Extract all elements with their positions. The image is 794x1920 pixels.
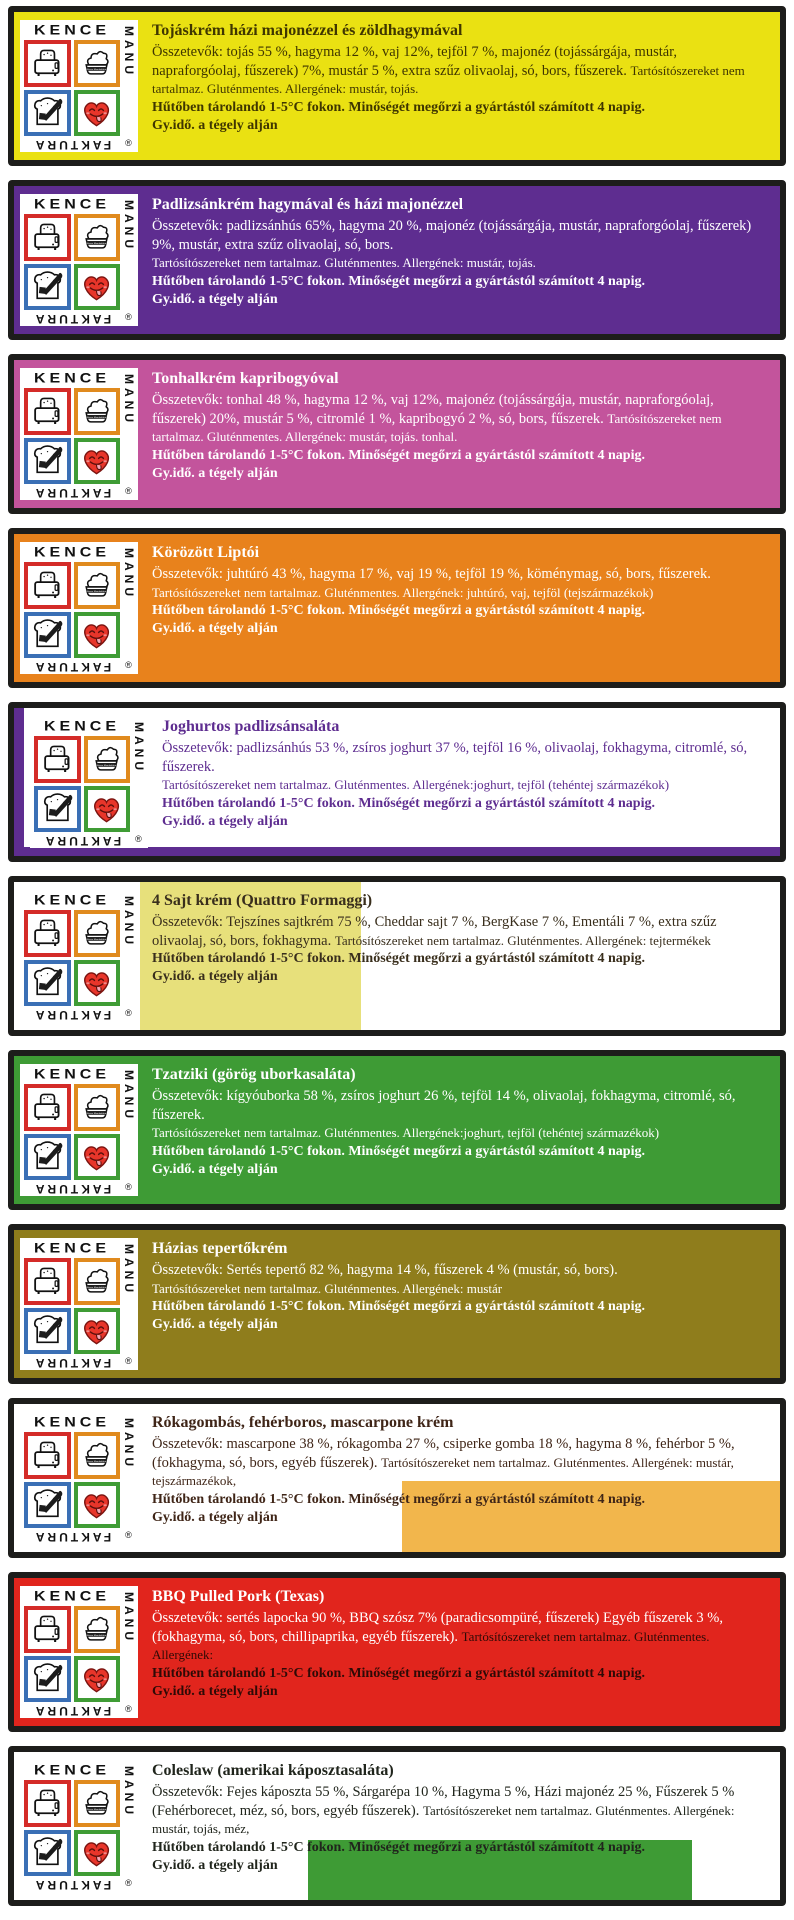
storage-instructions: Hűtőben tárolandó 1-5°C fokon. Minőségét megőrzi a gyártástól számított 4 napig. <box>152 1491 645 1507</box>
bread-and-knife-icon-graphic <box>31 1836 64 1869</box>
product-label-card <box>8 1398 786 1558</box>
ingredients-text: Összetevők: Tejszínes sajtkrém 75 %, Cheddar sajt 7 %, BergKase 7 %, Ementáli 7 %, extra szűz olivaolaj, só, bors, fokhagyma. <box>152 914 717 949</box>
kence-manufaktura-logo <box>30 716 148 848</box>
label-text-stack <box>144 190 774 312</box>
batch-date-note: Gy.idő. a tégely alján <box>152 1162 278 1178</box>
kence-manufaktura-logo <box>20 1760 138 1892</box>
label-content <box>144 1234 774 1374</box>
claims-text: Tartósítószereket nem tartalmaz. Gluténmentes. Allergének: mustár, tojás, méz, <box>152 1802 735 1837</box>
logo-text-manu: MANU <box>122 26 136 78</box>
claims-text: Tartósítószereket nem tartalmaz. Gluténmentes. Allergének:joghurt, tejföl (tehéntej származékok) <box>162 777 670 793</box>
bread-and-knife-icon-graphic <box>31 96 64 129</box>
logo-text-manu: MANU <box>122 548 136 600</box>
logo-text-manu: MANU <box>122 1244 136 1296</box>
bread-and-knife-icon-graphic <box>31 1314 64 1347</box>
batch-date-note: Gy.idő. a tégely alján <box>152 292 278 308</box>
toaster-icon-graphic <box>31 1091 64 1124</box>
storage-instructions: Hűtőben tárolandó 1-5°C fokon. Minőségét megőrzi a gyártástól számított 4 napig. <box>152 603 645 619</box>
cream-jar-icon <box>74 1258 121 1305</box>
logo-text-faktura: FAKTURA <box>32 312 112 326</box>
cream-jar-icon-graphic <box>80 1787 113 1820</box>
logo-text-faktura: FAKTURA <box>32 660 112 674</box>
product-label-card <box>8 6 786 166</box>
bread-and-knife-icon-graphic <box>31 1488 64 1521</box>
kence-manufaktura-logo <box>20 194 138 326</box>
cream-jar-icon <box>74 562 121 609</box>
bread-and-knife-icon <box>24 960 71 1007</box>
toaster-icon <box>24 214 71 261</box>
label-content <box>144 16 774 156</box>
product-label-card <box>8 528 786 688</box>
label-content <box>144 1756 774 1896</box>
happy-heart-icon <box>74 438 121 485</box>
happy-heart-icon <box>74 264 121 311</box>
ingredients-text: Összetevők: Fejes káposzta 55 %, Sárgarépa 10 %, Hagyma 5 %, Házi majonéz 25 %, Fűszerek 5 % (Fehérborecet, méz, só, bors, egyéb fűszerek). <box>152 1784 735 1819</box>
storage-instructions: Hűtőben tárolandó 1-5°C fokon. Minőségét megőrzi a gyártástól számított 4 napig. <box>152 1299 645 1315</box>
kence-manufaktura-logo <box>20 1064 138 1196</box>
cream-jar-icon-graphic <box>80 47 113 80</box>
batch-date-note: Gy.idő. a tégely alján <box>152 466 278 482</box>
bread-and-knife-icon-graphic <box>31 270 64 303</box>
ingredients-text: Összetevők: kígyóuborka 58 %, zsíros joghurt 26 %, tejföl 14 %, olivaolaj, fokhagyma, citromlé, só, fűszerek. <box>152 1088 736 1123</box>
ingredients-paragraph <box>152 1609 768 1665</box>
jar-band-text: Kence Manufaktúra <box>87 242 107 245</box>
registered-trademark-icon: ® <box>125 486 132 496</box>
product-title: Padlizsánkrém hagymával és házi majonézzel <box>152 196 464 213</box>
logo-icon-grid <box>23 39 121 137</box>
label-content <box>144 1060 774 1200</box>
logo-text-manu: MANU <box>122 200 136 252</box>
storage-instructions: Hűtőben tárolandó 1-5°C fokon. Minőségét megőrzi a gyártástól számított 4 napig. <box>152 447 645 463</box>
bread-and-knife-icon <box>24 1830 71 1877</box>
product-title: Házias tepertőkrém <box>152 1240 288 1257</box>
jar-band-text: Kence Manufaktúra <box>87 1808 107 1811</box>
jar-band-text: Kence Manufaktúra <box>87 938 107 941</box>
logo-icon-grid <box>23 387 121 485</box>
storage-instructions: Hűtőben tárolandó 1-5°C fokon. Minőségét megőrzi a gyártástól számított 4 napig. <box>162 795 655 811</box>
toaster-icon <box>24 1432 71 1479</box>
happy-heart-icon <box>74 1134 121 1181</box>
label-text-stack <box>144 1060 774 1182</box>
product-title: Tojáskrém házi majonézzel és zöldhagymával <box>152 22 463 39</box>
product-label-card <box>8 876 786 1036</box>
cream-jar-icon-graphic <box>80 1265 113 1298</box>
logo-text-faktura: FAKTURA <box>32 1356 112 1370</box>
bread-and-knife-icon-graphic <box>31 444 64 477</box>
bread-and-knife-icon <box>24 1308 71 1355</box>
happy-heart-icon <box>74 1482 121 1529</box>
product-title: Coleslaw (amerikai káposztasaláta) <box>152 1762 394 1779</box>
jar-band-text: Kence Manufaktúra <box>87 68 107 71</box>
ingredients-paragraph <box>152 1435 768 1491</box>
claims-text: Tartósítószereket nem tartalmaz. Gluténmentes. Allergének: juhtúró, vaj, tejföl (tejszármazékok) <box>152 584 654 600</box>
logo-text-faktura: FAKTURA <box>32 1878 112 1892</box>
cream-jar-icon-graphic <box>80 395 113 428</box>
bread-and-knife-icon-graphic <box>31 1140 64 1173</box>
cream-jar-icon <box>74 1606 121 1653</box>
toaster-icon-graphic <box>31 1613 64 1646</box>
happy-heart-icon-graphic <box>90 792 123 825</box>
toaster-icon-graphic <box>31 1787 64 1820</box>
logo-text-kence: KENCE <box>43 719 120 734</box>
cream-jar-icon <box>74 214 121 261</box>
label-content <box>154 712 774 852</box>
happy-heart-icon-graphic <box>80 1140 113 1173</box>
logo-text-kence: KENCE <box>33 1415 110 1430</box>
label-content <box>144 190 774 330</box>
batch-date-note: Gy.idő. a tégely alján <box>152 969 278 985</box>
toaster-icon-graphic <box>31 395 64 428</box>
logo-text-faktura: FAKTURA <box>32 1182 112 1196</box>
logo-icon-grid <box>23 1605 121 1703</box>
product-title: Tzatziki (görög uborkasaláta) <box>152 1066 356 1083</box>
bread-and-knife-icon-graphic <box>41 792 74 825</box>
bread-and-knife-icon <box>24 612 71 659</box>
kence-manufaktura-logo <box>20 1412 138 1544</box>
batch-date-note: Gy.idő. a tégely alján <box>152 118 278 134</box>
happy-heart-icon <box>74 612 121 659</box>
toaster-icon <box>24 1258 71 1305</box>
label-text-stack <box>144 1756 774 1878</box>
label-text-stack <box>144 16 774 138</box>
storage-instructions: Hűtőben tárolandó 1-5°C fokon. Minőségét megőrzi a gyártástól számított 4 napig. <box>152 99 645 115</box>
batch-date-note: Gy.idő. a tégely alján <box>162 814 288 830</box>
logo-text-manu: MANU <box>132 722 146 774</box>
ingredients-text: Összetevők: mascarpone 38 %, rókagomba 27 %, csiperke gomba 18 %, hagyma 8 %, fehérbor 5 %, (fokhagyma, só, bors, egyéb fűszerek). <box>152 1436 735 1471</box>
logo-text-kence: KENCE <box>33 1589 110 1604</box>
ingredients-paragraph <box>152 913 768 950</box>
ingredients-paragraph <box>152 391 768 447</box>
claims-text: Tartósítószereket nem tartalmaz. Gluténmentes. Allergének: tejtermékek <box>334 932 711 948</box>
toaster-icon-graphic <box>31 221 64 254</box>
jar-band-text: Kence Manufaktúra <box>87 1112 107 1115</box>
cream-jar-icon-graphic <box>80 1091 113 1124</box>
product-title: Tonhalkrém kapribogyóval <box>152 370 339 387</box>
product-title: Joghurtos padlizsánsaláta <box>162 718 340 735</box>
claims-text: Tartósítószereket nem tartalmaz. Gluténmentes. Allergének:joghurt, tejföl (tehéntej származékok) <box>152 1125 660 1141</box>
label-text-stack <box>144 1408 774 1530</box>
cream-jar-icon-graphic <box>80 917 113 950</box>
cream-jar-icon <box>74 388 121 435</box>
happy-heart-icon-graphic <box>80 1662 113 1695</box>
batch-date-note: Gy.idő. a tégely alján <box>152 1684 278 1700</box>
ingredients-text: Összetevők: juhtúró 43 %, hagyma 17 %, vaj 19 %, tejföl 19 %, köménymag, só, bors, fűszerek. <box>152 566 711 583</box>
registered-trademark-icon: ® <box>125 1530 132 1540</box>
logo-text-kence: KENCE <box>33 893 110 908</box>
toaster-icon-graphic <box>41 743 74 776</box>
happy-heart-icon <box>74 1656 121 1703</box>
label-text-stack <box>144 1234 774 1337</box>
happy-heart-icon <box>74 90 121 137</box>
product-label-card <box>8 1050 786 1210</box>
kence-manufaktura-logo <box>20 542 138 674</box>
product-title: Rókagombás, fehérboros, mascarpone krém <box>152 1414 454 1431</box>
jar-band-text: Kence Manufaktúra <box>87 1286 107 1289</box>
bread-and-knife-icon-graphic <box>31 618 64 651</box>
logo-text-kence: KENCE <box>33 545 110 560</box>
batch-date-note: Gy.idő. a tégely alján <box>152 1317 278 1333</box>
logo-icon-grid <box>23 1083 121 1181</box>
label-text-stack <box>144 364 774 486</box>
happy-heart-icon <box>74 1308 121 1355</box>
happy-heart-icon-graphic <box>80 444 113 477</box>
logo-text-manu: MANU <box>122 896 136 948</box>
batch-date-note: Gy.idő. a tégely alján <box>152 1510 278 1526</box>
logo-icon-grid <box>23 213 121 311</box>
ingredients-paragraph <box>152 43 768 99</box>
logo-text-kence: KENCE <box>33 197 110 212</box>
claims-text: Tartósítószereket nem tartalmaz. Gluténmentes. Allergének: mustár, tojás. <box>152 255 536 271</box>
happy-heart-icon <box>74 960 121 1007</box>
registered-trademark-icon: ® <box>135 834 142 844</box>
logo-text-kence: KENCE <box>33 1241 110 1256</box>
ingredients-paragraph <box>162 739 768 795</box>
storage-instructions: Hűtőben tárolandó 1-5°C fokon. Minőségét megőrzi a gyártástól számított 4 napig. <box>152 1665 645 1681</box>
label-content <box>144 886 774 1026</box>
label-content <box>144 364 774 504</box>
ingredients-text: Összetevők: padlizsánhús 65%, hagyma 20 %, majonéz (tojássárgája, mustár, napraforgóolaj, fűszerek) 9%, mustár, extra szűz olivaolaj, só, bors. <box>152 218 752 253</box>
kence-manufaktura-logo <box>20 1586 138 1718</box>
ingredients-text: Összetevők: Sertés tepertő 82 %, hagyma 14 %, fűszerek 4 % (mustár, só, bors). <box>152 1262 618 1279</box>
product-label-card <box>8 702 786 862</box>
claims-text: Tartósítószereket nem tartalmaz. Gluténmentes. Allergének: mustár, tejszármazékok, <box>152 1454 734 1489</box>
happy-heart-icon-graphic <box>80 96 113 129</box>
cream-jar-icon <box>84 736 131 783</box>
cream-jar-icon <box>74 1780 121 1827</box>
product-label-card <box>8 1572 786 1732</box>
storage-instructions: Hűtőben tárolandó 1-5°C fokon. Minőségét megőrzi a gyártástól számított 4 napig. <box>152 273 645 289</box>
logo-icon-grid <box>33 735 131 833</box>
ingredients-text: Összetevők: padlizsánhús 53 %, zsíros joghurt 37 %, tejföl 16 %, olivaolaj, fokhagyma, citromlé, só, fűszerek. <box>162 740 748 775</box>
bread-and-knife-icon <box>24 264 71 311</box>
registered-trademark-icon: ® <box>125 1182 132 1192</box>
ingredients-paragraph <box>152 1261 768 1298</box>
storage-instructions: Hűtőben tárolandó 1-5°C fokon. Minőségét megőrzi a gyártástól számított 4 napig. <box>152 951 645 967</box>
toaster-icon-graphic <box>31 917 64 950</box>
batch-date-note: Gy.idő. a tégely alján <box>152 621 278 637</box>
registered-trademark-icon: ® <box>125 138 132 148</box>
bread-and-knife-icon <box>24 1134 71 1181</box>
bread-and-knife-icon-graphic <box>31 1662 64 1695</box>
claims-text: Tartósítószereket nem tartalmaz. Gluténmentes. Allergének: <box>152 1628 710 1663</box>
product-label-card <box>8 354 786 514</box>
storage-instructions: Hűtőben tárolandó 1-5°C fokon. Minőségét megőrzi a gyártástól számított 4 napig. <box>152 1839 645 1855</box>
toaster-icon <box>34 736 81 783</box>
toaster-icon <box>24 40 71 87</box>
registered-trademark-icon: ® <box>125 660 132 670</box>
ingredients-paragraph <box>152 217 768 273</box>
logo-icon-grid <box>23 561 121 659</box>
cream-jar-icon-graphic <box>90 743 123 776</box>
cream-jar-icon-graphic <box>80 1613 113 1646</box>
logo-text-faktura: FAKTURA <box>32 486 112 500</box>
bread-and-knife-icon-graphic <box>31 966 64 999</box>
bread-and-knife-icon <box>24 1656 71 1703</box>
cream-jar-icon-graphic <box>80 569 113 602</box>
claims-text: Tartósítószereket nem tartalmaz. Gluténmentes. Allergének: mustár, tojás. <box>152 62 745 97</box>
label-text-stack <box>144 1582 774 1704</box>
logo-text-manu: MANU <box>122 374 136 426</box>
claims-text: Tartósítószereket nem tartalmaz. Gluténmentes. Allergének: mustár, tojás. tonhal. <box>152 410 722 445</box>
toaster-icon <box>24 388 71 435</box>
happy-heart-icon-graphic <box>80 618 113 651</box>
jar-band-text: Kence Manufaktúra <box>87 590 107 593</box>
ingredients-paragraph <box>152 1783 768 1839</box>
product-label-card <box>8 1224 786 1384</box>
ingredients-paragraph <box>152 1087 768 1143</box>
toaster-icon <box>24 562 71 609</box>
cream-jar-icon <box>74 1432 121 1479</box>
label-text-stack <box>154 712 774 834</box>
claims-text: Tartósítószereket nem tartalmaz. Gluténmentes. Allergének: mustár <box>152 1280 503 1296</box>
jar-band-text: Kence Manufaktúra <box>97 764 117 767</box>
logo-icon-grid <box>23 1257 121 1355</box>
logo-icon-grid <box>23 1779 121 1877</box>
happy-heart-icon-graphic <box>80 966 113 999</box>
ingredients-text: Összetevők: sertés lapocka 90 %, BBQ szósz 7% (paradicsompüré, fűszerek) Egyéb fűszerek 3 %, (fokhagyma, só, bors, chillipaprika, egyéb fűszerek). <box>152 1610 723 1645</box>
bread-and-knife-icon <box>24 90 71 137</box>
toaster-icon-graphic <box>31 569 64 602</box>
toaster-icon <box>24 1606 71 1653</box>
bread-and-knife-icon <box>24 1482 71 1529</box>
product-label-card <box>8 1746 786 1906</box>
logo-text-faktura: FAKTURA <box>42 834 122 848</box>
happy-heart-icon <box>74 1830 121 1877</box>
happy-heart-icon-graphic <box>80 1314 113 1347</box>
logo-text-manu: MANU <box>122 1766 136 1818</box>
accent-left-bar <box>14 708 24 856</box>
product-label-card <box>8 180 786 340</box>
logo-text-kence: KENCE <box>33 1763 110 1778</box>
jar-band-text: Kence Manufaktúra <box>87 1634 107 1637</box>
cream-jar-icon <box>74 910 121 957</box>
cream-jar-icon <box>74 1084 121 1131</box>
cream-jar-icon <box>74 40 121 87</box>
ingredients-text: Összetevők: tojás 55 %, hagyma 12 %, vaj 12%, tejföl 7 %, majonéz (tojássárgája, mustár, napraforgóolaj, fűszerek) 7%, mustár 5 %, extra szűz olivaolaj, só, bors, fűszerek. <box>152 44 678 79</box>
logo-text-faktura: FAKTURA <box>32 138 112 152</box>
happy-heart-icon-graphic <box>80 270 113 303</box>
logo-text-kence: KENCE <box>33 1067 110 1082</box>
logo-icon-grid <box>23 1431 121 1529</box>
batch-date-note: Gy.idő. a tégely alján <box>152 1858 278 1874</box>
registered-trademark-icon: ® <box>125 1878 132 1888</box>
logo-text-kence: KENCE <box>33 23 110 38</box>
toaster-icon <box>24 1084 71 1131</box>
logo-text-manu: MANU <box>122 1592 136 1644</box>
happy-heart-icon <box>84 786 131 833</box>
bread-and-knife-icon <box>34 786 81 833</box>
kence-manufaktura-logo <box>20 20 138 152</box>
label-text-stack <box>144 886 774 989</box>
toaster-icon-graphic <box>31 1265 64 1298</box>
cream-jar-icon-graphic <box>80 1439 113 1472</box>
storage-instructions: Hűtőben tárolandó 1-5°C fokon. Minőségét megőrzi a gyártástól számított 4 napig. <box>152 1143 645 1159</box>
ingredients-paragraph <box>152 565 768 602</box>
logo-text-manu: MANU <box>122 1418 136 1470</box>
toaster-icon-graphic <box>31 47 64 80</box>
logo-text-manu: MANU <box>122 1070 136 1122</box>
registered-trademark-icon: ® <box>125 312 132 322</box>
registered-trademark-icon: ® <box>125 1008 132 1018</box>
jar-band-text: Kence Manufaktúra <box>87 416 107 419</box>
logo-text-faktura: FAKTURA <box>32 1530 112 1544</box>
label-content <box>144 1408 774 1548</box>
jar-band-text: Kence Manufaktúra <box>87 1460 107 1463</box>
bread-and-knife-icon <box>24 438 71 485</box>
toaster-icon-graphic <box>31 1439 64 1472</box>
toaster-icon <box>24 1780 71 1827</box>
product-title: Körözött Liptói <box>152 544 260 561</box>
label-content <box>144 538 774 678</box>
kence-manufaktura-logo <box>20 890 138 1022</box>
product-title: 4 Sajt krém (Quattro Formaggi) <box>152 892 373 909</box>
registered-trademark-icon: ® <box>125 1704 132 1714</box>
ingredients-text: Összetevők: tonhal 48 %, hagyma 12 %, vaj 12%, majonéz (tojássárgája, mustár, napraforgóolaj, fűszerek) 20%, mustár 5 %, citromlé 1 %, kapribogyó 2 %, só, bors, fűszerek. <box>152 392 714 427</box>
kence-manufaktura-logo <box>20 368 138 500</box>
logo-text-kence: KENCE <box>33 371 110 386</box>
toaster-icon <box>24 910 71 957</box>
label-content <box>144 1582 774 1722</box>
kence-manufaktura-logo <box>20 1238 138 1370</box>
cream-jar-icon-graphic <box>80 221 113 254</box>
label-text-stack <box>144 538 774 641</box>
product-title: BBQ Pulled Pork (Texas) <box>152 1588 325 1605</box>
logo-text-faktura: FAKTURA <box>32 1704 112 1718</box>
logo-icon-grid <box>23 909 121 1007</box>
happy-heart-icon-graphic <box>80 1836 113 1869</box>
happy-heart-icon-graphic <box>80 1488 113 1521</box>
registered-trademark-icon: ® <box>125 1356 132 1366</box>
logo-text-faktura: FAKTURA <box>32 1008 112 1022</box>
